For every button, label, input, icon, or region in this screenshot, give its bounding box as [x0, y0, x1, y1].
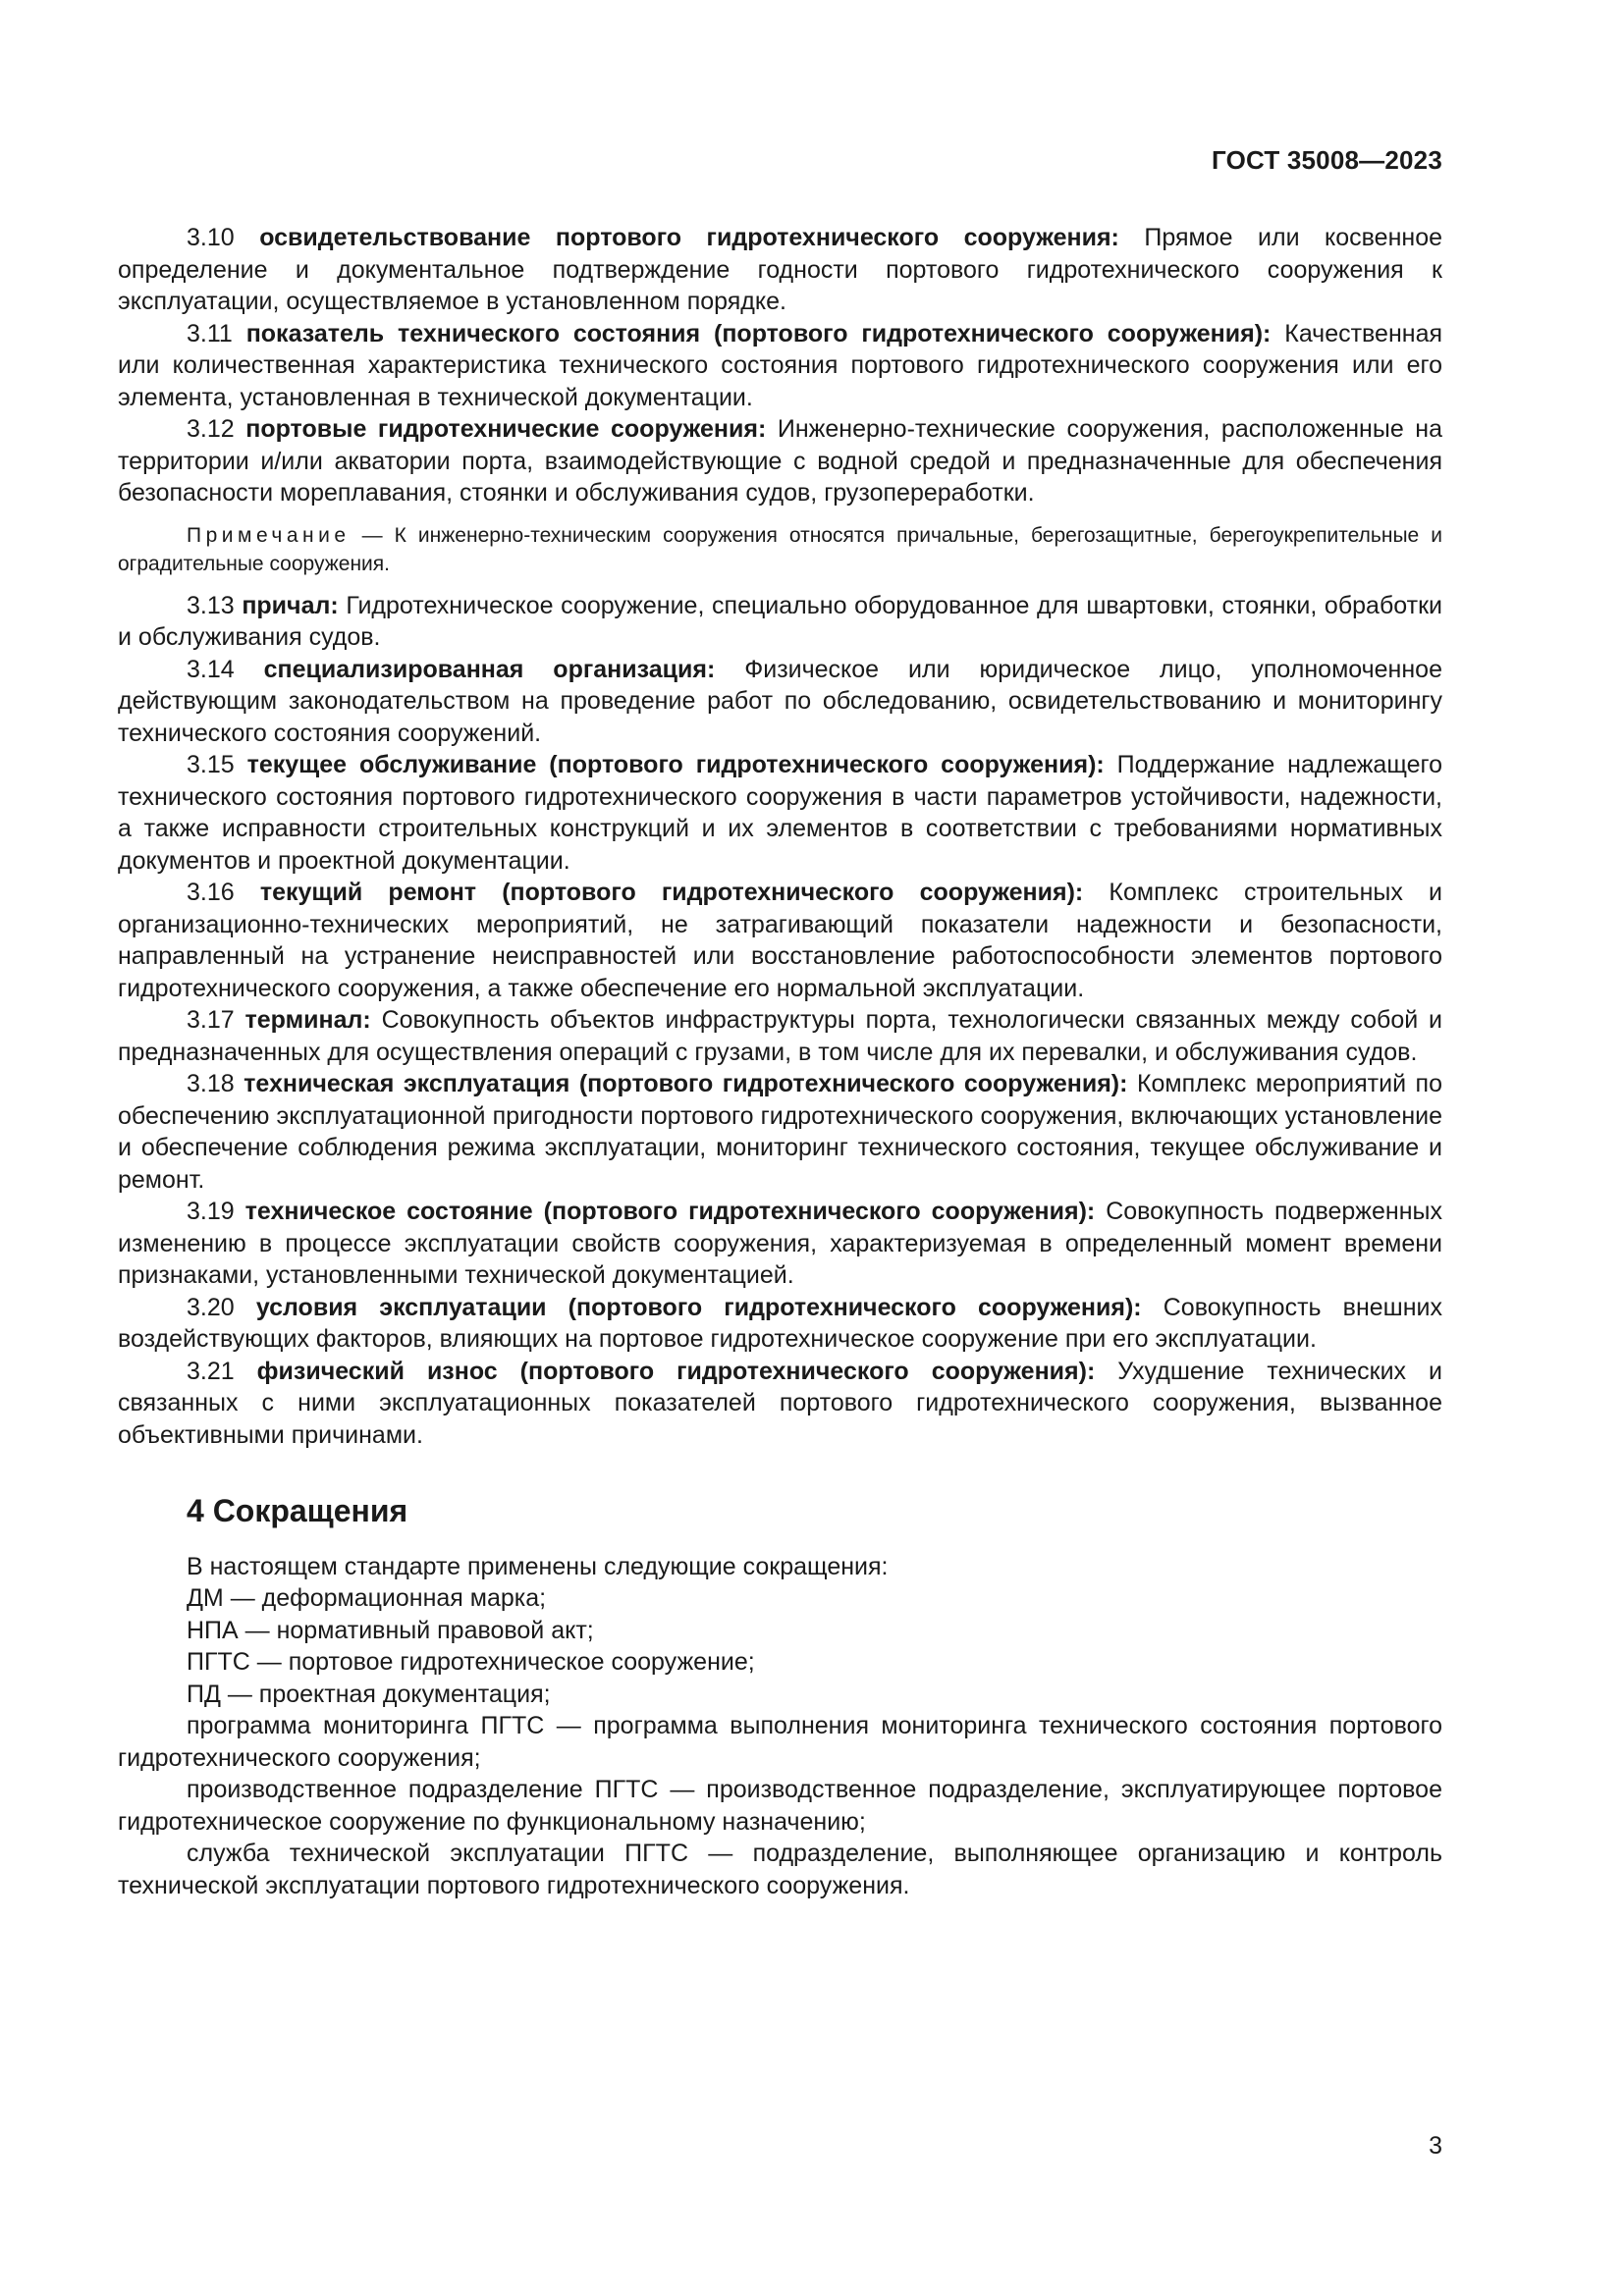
- definition-term: портовые гидротехнические сооружения:: [245, 415, 767, 443]
- definition-number: 3.19: [187, 1198, 235, 1225]
- definition-term: техническое состояние (портового гидротехнического сооружения):: [244, 1198, 1096, 1225]
- section-4-title: 4 Сокращения: [187, 1493, 408, 1528]
- note: [118, 521, 1442, 578]
- definition-number: 3.10: [187, 224, 235, 251]
- definition-text: Комплекс строительных и организационно-технических мероприятий, не затрагивающий показатели надежности и безопасности, направленный на устранение неисправностей или восстановление работоспособности элементов портового гидротехнического сооружения, а также обеспечение его нормальной эксплуатации.: [118, 879, 1442, 1002]
- abbreviation-item: программа мониторинга ПГТС — программа выполнения мониторинга технического состояния портового гидротехнического сооружения;: [118, 1712, 1442, 1772]
- definition-3-10: [118, 222, 1442, 318]
- definition-3-14: [118, 654, 1442, 750]
- definition-3-21: [118, 1356, 1442, 1452]
- definition-text: Гидротехническое сооружение, специально оборудованное для швартовки, стоянки, обработки и обслуживания судов.: [118, 591, 1442, 651]
- definition-3-15: [118, 749, 1442, 877]
- definition-term: причал:: [242, 591, 339, 619]
- definition-text: Прямое или косвенное определение и документальное подтверждение годности портового гидротехнического сооружения к эксплуатации, осуществляемое в установленном порядке.: [118, 224, 1442, 315]
- note-text: — К инженерно-техническим сооружения относятся причальные, берегозащитные, берегоукрепительные и оградительные сооружения.: [118, 523, 1442, 575]
- definition-text: Совокупность внешних воздействующих факторов, влияющих на портовое гидротехническое сооружение при его эксплуатации.: [118, 1293, 1442, 1353]
- abbreviations-list: [118, 1551, 1442, 1902]
- definition-text: Инженерно-технические сооружения, расположенные на территории и/или акватории порта, взаимодействующие с водной средой и предназначенные для обеспечения безопасности мореплавания, стоянки и обслуживания судов, грузопереработки.: [118, 415, 1442, 507]
- definition-number: 3.15: [187, 751, 235, 778]
- definition-term: условия эксплуатации (портового гидротехнического сооружения):: [255, 1293, 1142, 1321]
- page-number: 3: [1429, 2132, 1442, 2160]
- abbreviation-item: ДМ — деформационная марка;: [187, 1584, 547, 1612]
- definition-term: специализированная организация:: [263, 655, 716, 683]
- abbreviation-item: производственное подразделение ПГТС — производственное подразделение, эксплуатирующее портовое гидротехническое сооружение по функциональному назначению;: [118, 1776, 1442, 1836]
- definition-number: 3.16: [187, 879, 235, 906]
- definition-number: 3.14: [187, 655, 235, 683]
- definition-3-18: [118, 1068, 1442, 1196]
- definition-3-11: [118, 318, 1442, 414]
- definition-text: Ухудшение технических и связанных с ними эксплуатационных показателей портового гидротехнического сооружения, вызванное объективными причинами.: [118, 1357, 1443, 1449]
- definition-number: 3.20: [187, 1293, 235, 1321]
- definition-number: 3.11: [187, 319, 233, 347]
- note-label: Примечание: [187, 523, 351, 547]
- definition-3-12: [118, 413, 1442, 509]
- definition-number: 3.18: [187, 1070, 235, 1097]
- definitions-group-a: [118, 222, 1442, 509]
- definitions-group-b: [118, 590, 1442, 1452]
- definition-3-17: [118, 1004, 1442, 1068]
- abbreviation-item: служба технической эксплуатации ПГТС — подразделение, выполняющее организацию и контроль технической эксплуатации портового гидротехнического сооружения.: [118, 1840, 1442, 1899]
- definition-text: Поддержание надлежащего технического состояния портового гидротехнического сооружения в части параметров устойчивости, надежности, а также исправности строительных конструкций и их элементов в соответствии с требованиями нормативных документов и проектной документации.: [118, 751, 1442, 875]
- definition-3-13: [118, 590, 1442, 654]
- document-code-header: ГОСТ 35008—2023: [1212, 145, 1442, 175]
- definition-text: Совокупность объектов инфраструктуры порта, технологически связанных между собой и предназначенных для осуществления операций с грузами, в том числе для их перевалки, и обслуживания судов.: [118, 1006, 1443, 1066]
- definition-number: 3.13: [187, 591, 235, 619]
- definition-term: текущий ремонт (портового гидротехнического сооружения):: [259, 879, 1084, 906]
- definition-term: терминал:: [244, 1006, 371, 1034]
- abbreviation-item: НПА — нормативный правовой акт;: [187, 1616, 594, 1644]
- abbreviation-item: ПГТС — портовое гидротехническое сооружение;: [187, 1648, 755, 1676]
- definition-text: Комплекс мероприятий по обеспечению эксплуатационной пригодности портового гидротехнического сооружения, включающих установление и обеспечение соблюдения режима эксплуатации, мониторинг технического состояния, текущее обслуживание и ремонт.: [118, 1070, 1442, 1194]
- definition-term: физический износ (портового гидротехнического сооружения):: [256, 1357, 1096, 1385]
- abbreviation-item: ПД — проектная документация;: [187, 1680, 551, 1708]
- definition-3-16: [118, 877, 1442, 1004]
- definition-term: техническая эксплуатация (портового гидротехнического сооружения):: [244, 1070, 1128, 1097]
- definition-3-19: [118, 1196, 1442, 1292]
- definition-number: 3.12: [187, 415, 235, 443]
- definition-term: освидетельствование портового гидротехнического сооружения:: [259, 224, 1119, 251]
- definition-term: показатель технического состояния (портового гидротехнического сооружения):: [245, 319, 1272, 347]
- definition-text: Качественная или количественная характеристика технического состояния портового гидротехнического сооружения или его элемента, установленная в технической документации.: [118, 319, 1443, 411]
- definition-term: текущее обслуживание (портового гидротехнического сооружения):: [246, 751, 1105, 778]
- definition-3-20: [118, 1292, 1442, 1356]
- abbreviations-intro: В настоящем стандарте применены следующие сокращения:: [187, 1552, 889, 1580]
- definition-number: 3.21: [187, 1357, 235, 1385]
- page-content: [118, 222, 1442, 1901]
- definition-number: 3.17: [187, 1006, 235, 1034]
- definition-text: Совокупность подверженных изменению в процессе эксплуатации свойств сооружения, характеризуемая в определенный момент времени признаками, установленными технической документацией.: [118, 1198, 1442, 1289]
- definition-text: Физическое или юридическое лицо, уполномоченное действующим законодательством на проведение работ по обследованию, освидетельствованию и мониторингу технического состояния сооружений.: [118, 655, 1442, 747]
